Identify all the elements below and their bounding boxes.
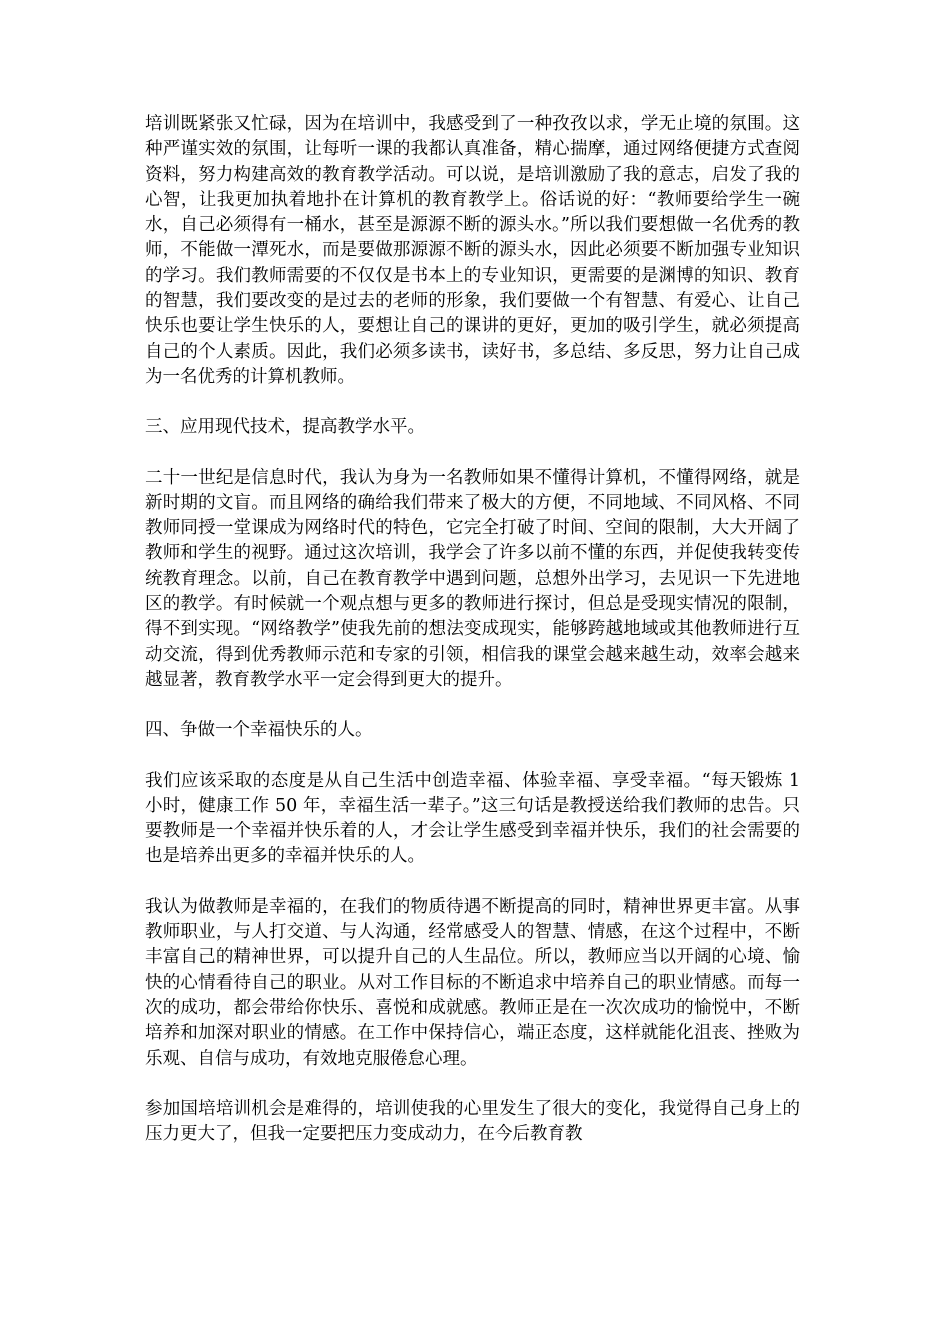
paragraph-national-training: 参加国培培训机会是难得的，培训使我的心里发生了很大的变化，我觉得自己身上的压力更大了，但我一定要把压力变成动力，在今后教育教: [145, 1098, 800, 1145]
paragraph-training-atmosphere: 培训既紧张又忙碌，因为在培训中，我感受到了一种孜孜以求，学无止境的氛围。这种严谨实效的氛围，让每听一课的我都认真准备，精心揣摩，通过网络便捷方式查阅资料，努力构建高效的教育教学活动。可以说，是培训激励了我的意志，启发了我的心智，让我更加执着地扑在计算机的教育教学上。俗话说的好：“教师要给学生一碗水，自己必须得有一桶水，甚至是源源不断的源头水。”所以我们要想做一名优秀的教师，不能做一潭死水，而是要做那源源不断的源头水，因此必须要不断加强专业知识的学习。我们教师需要的不仅仅是书本上的专业知识，更需要的是渊博的知识、教育的智慧，我们要改变的是过去的老师的形象，我们要做一个有智慧、有爱心、让自己快乐也要让学生快乐的人，要想让自己的课讲的更好，更加的吸引学生，就必须提高自己的个人素质。因此，我们必须多读书，读好书，多总结、多反思，努力让自己成为一名优秀的计算机教师。: [145, 114, 800, 387]
section-heading-happy-person: 四、争做一个幸福快乐的人。: [145, 720, 373, 741]
paragraph-teacher-happiness: 我认为做教师是幸福的，在我们的物质待遇不断提高的同时，精神世界更丰富。从事教师职业，与人打交道、与人沟通，经常感受人的智慧、情感，在这个过程中，不断丰富自己的精神世界，可以提升自己的人生品位。所以，教师应当以开阔的心境、愉快的心情看待自己的职业。从对工作目标的不断追求中培养自己的职业情感。而每一次的成功，都会带给你快乐、喜悦和成就感。教师正是在一次次成功的愉悦中，不断培养和加深对职业的情感。在工作中保持信心，端正态度，这样就能化沮丧、挫败为乐观、自信与成功，有效地克服倦怠心理。: [145, 896, 800, 1069]
paragraph-happiness-attitude: 我们应该采取的态度是从自己生活中创造幸福、体验幸福、享受幸福。“每天锻炼 1 小时，健康工作 50 年，幸福生活一辈子。”这三句话是教授送给我们教师的忠告。只要教师是一个幸福并快乐着的人，才会让学生感受到幸福并快乐，我们的社会需要的也是培养出更多的幸福并快乐的人。: [145, 770, 800, 867]
document-body: [145, 112, 800, 1172]
paragraph-information-age: 二十一世纪是信息时代，我认为身为一名教师如果不懂得计算机，不懂得网络，就是新时期的文盲。而且网络的确给我们带来了极大的方便，不同地域、不同风格、不同教师同授一堂课成为网络时代的特色，它完全打破了时间、空间的限制，大大开阔了教师和学生的视野。通过这次培训，我学会了许多以前不懂的东西，并促使我转变传统教育理念。以前，自己在教育教学中遇到问题，总想外出学习，去见识一下先进地区的教学。有时候就一个观点想与更多的教师进行探讨，但总是受现实情况的限制，得不到实现。“网络教学”使我先前的想法变成现实，能够跨越地域或其他教师进行互动交流，得到优秀教师示范和专家的引领，相信我的课堂会越来越生动，效率会越来越显著，教育教学水平一定会得到更大的提升。: [145, 467, 800, 690]
section-heading-modern-technology: 三、应用现代技术，提高教学水平。: [145, 417, 425, 438]
